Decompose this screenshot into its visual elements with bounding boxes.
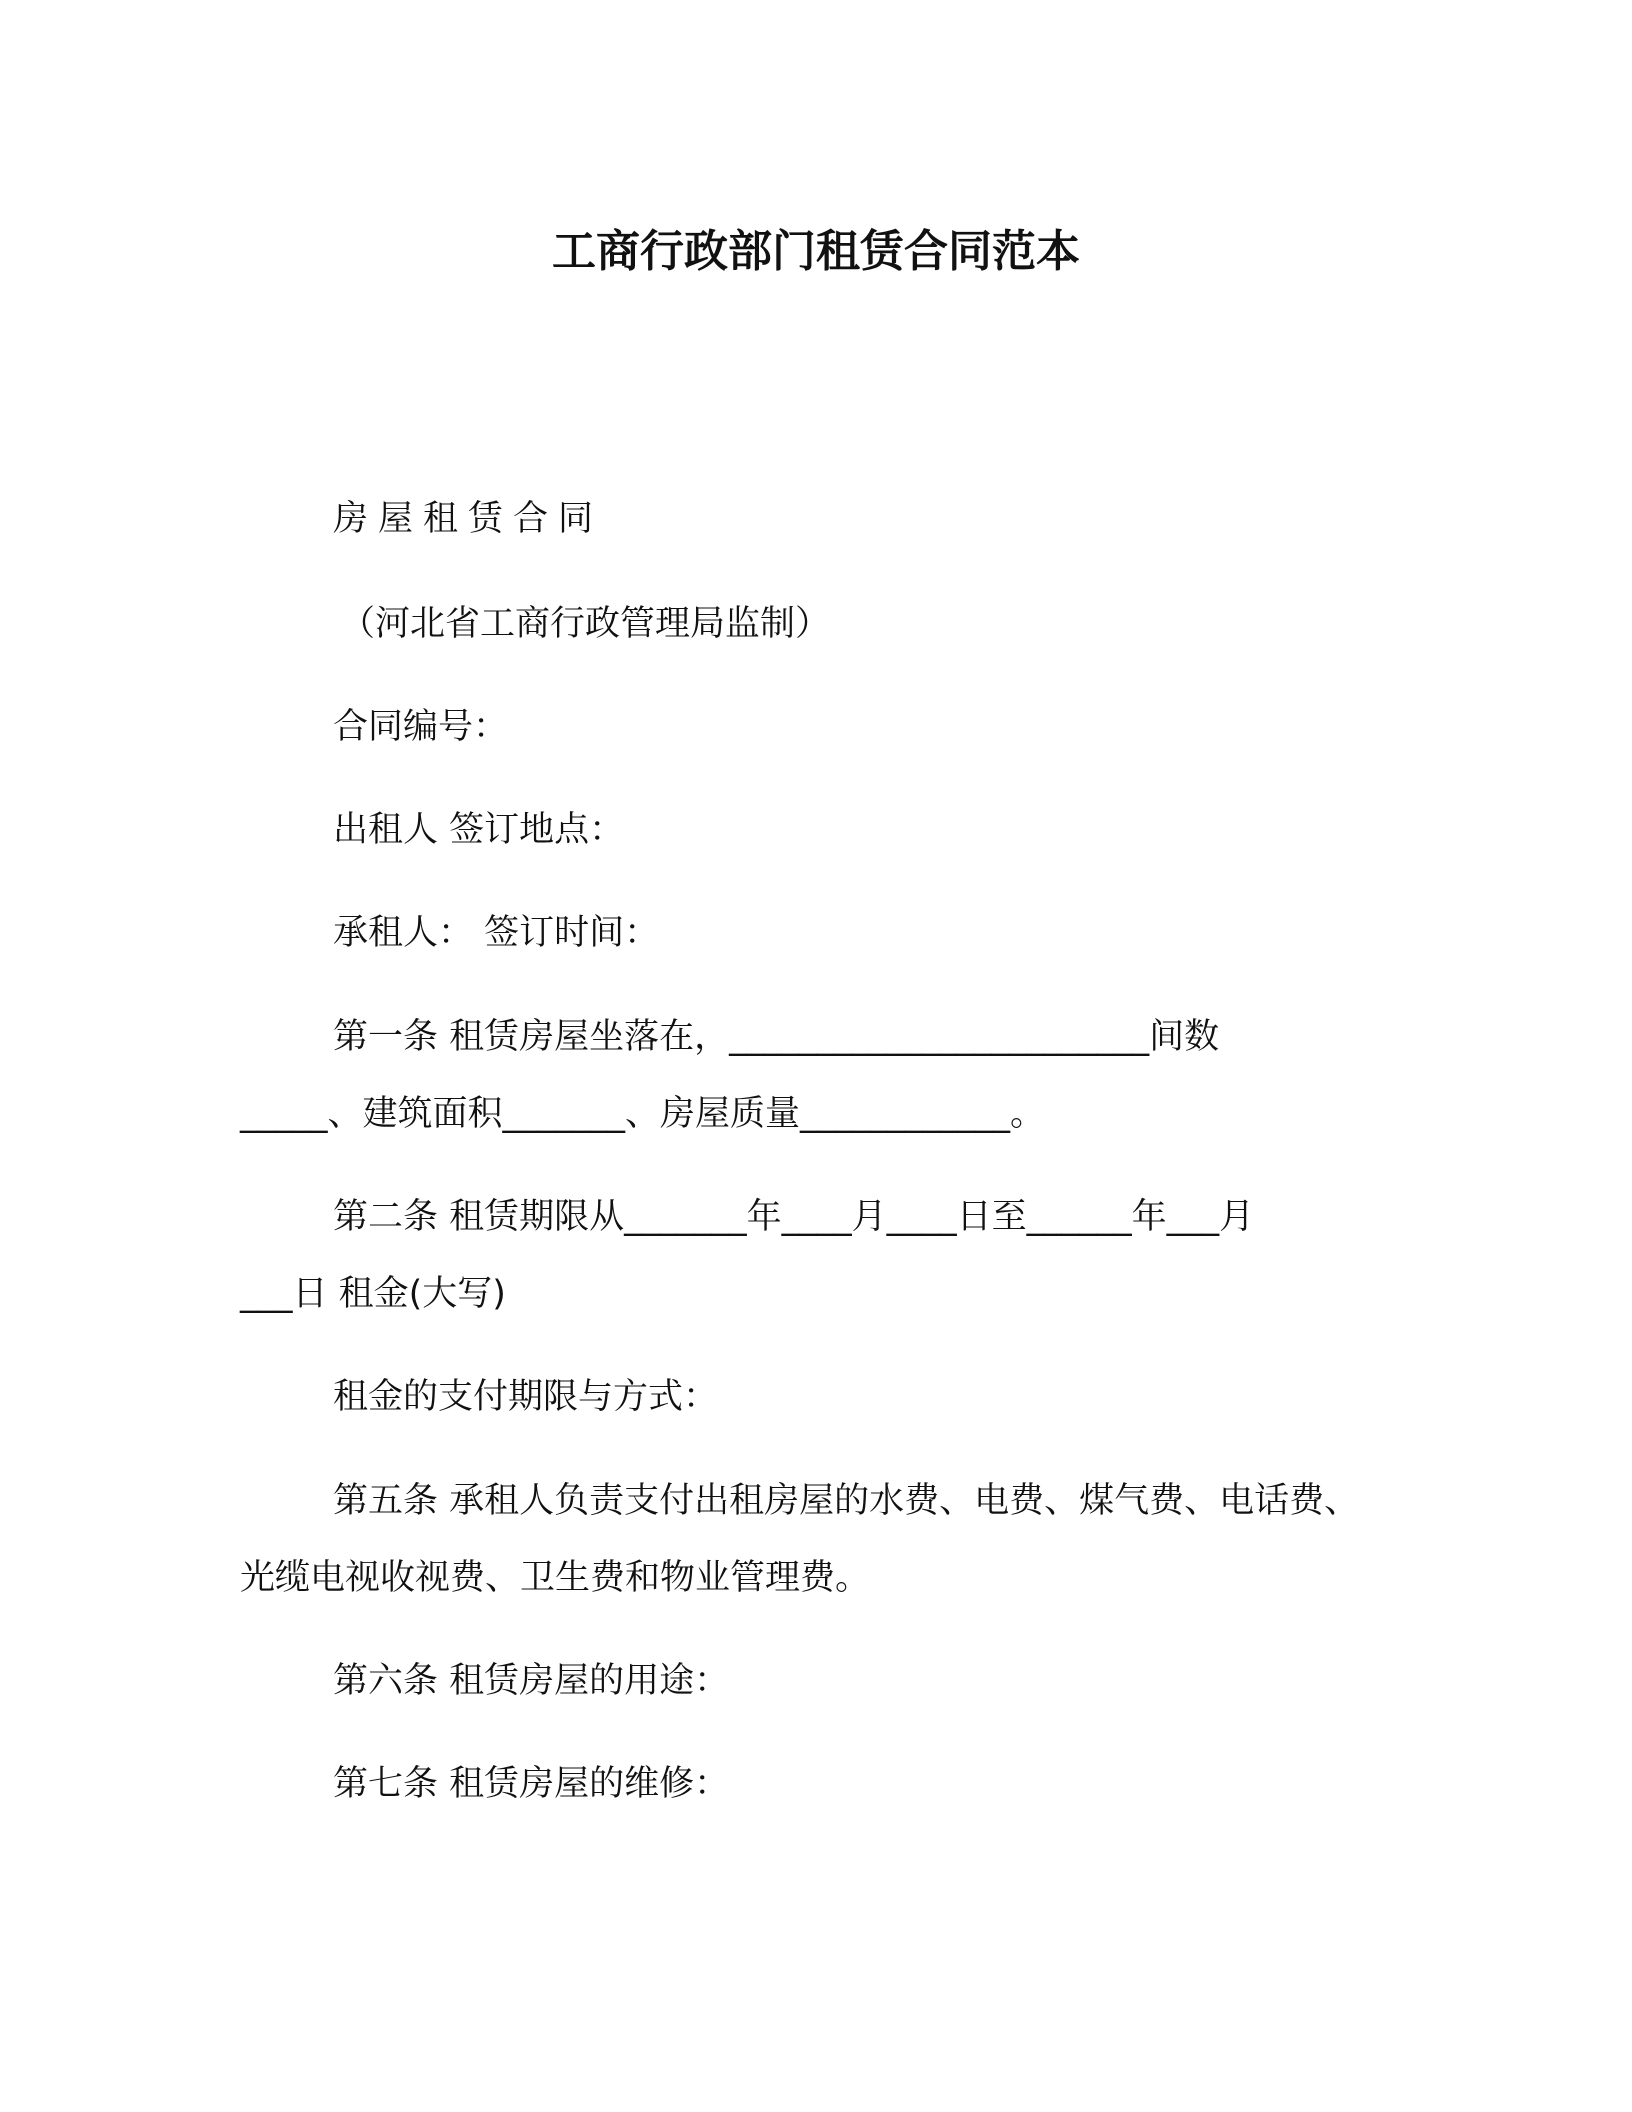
article-7: 第七条 租赁房屋的维修： (333, 1764, 730, 1804)
contract-number-label: 合同编号： (333, 707, 509, 747)
article-5-line-1: 第五条 承租人负责支付出租房屋的水费、电费、煤气费、电话费、 (333, 1481, 1360, 1521)
article-1-line-1: 第一条 租赁房屋坐落在，________________________间数 (333, 1017, 1220, 1057)
payment-terms: 租金的支付期限与方式： (333, 1377, 719, 1417)
article-6: 第六条 租赁房屋的用途： (333, 1661, 730, 1701)
contract-heading: 房屋租赁合同 (333, 499, 604, 539)
article-1-line-2: _____、建筑面积_______、房屋质量____________。 (240, 1094, 1046, 1134)
article-5-line-2: 光缆电视收视费、卫生费和物业管理费。 (240, 1558, 871, 1598)
article-2-line-1: 第二条 租赁期限从_______年____月____日至______年___月 (333, 1197, 1255, 1237)
lessor-signing-place: 出租人 签订地点： (333, 810, 625, 850)
lessee-signing-time: 承租人： 签订时间： (333, 913, 660, 953)
article-2-line-2: ___日 租金(大写) (240, 1274, 506, 1314)
document-title: 工商行政部门租赁合同范本 (552, 226, 1080, 277)
supervisor-note: （河北省工商行政管理局监制） (340, 604, 831, 644)
